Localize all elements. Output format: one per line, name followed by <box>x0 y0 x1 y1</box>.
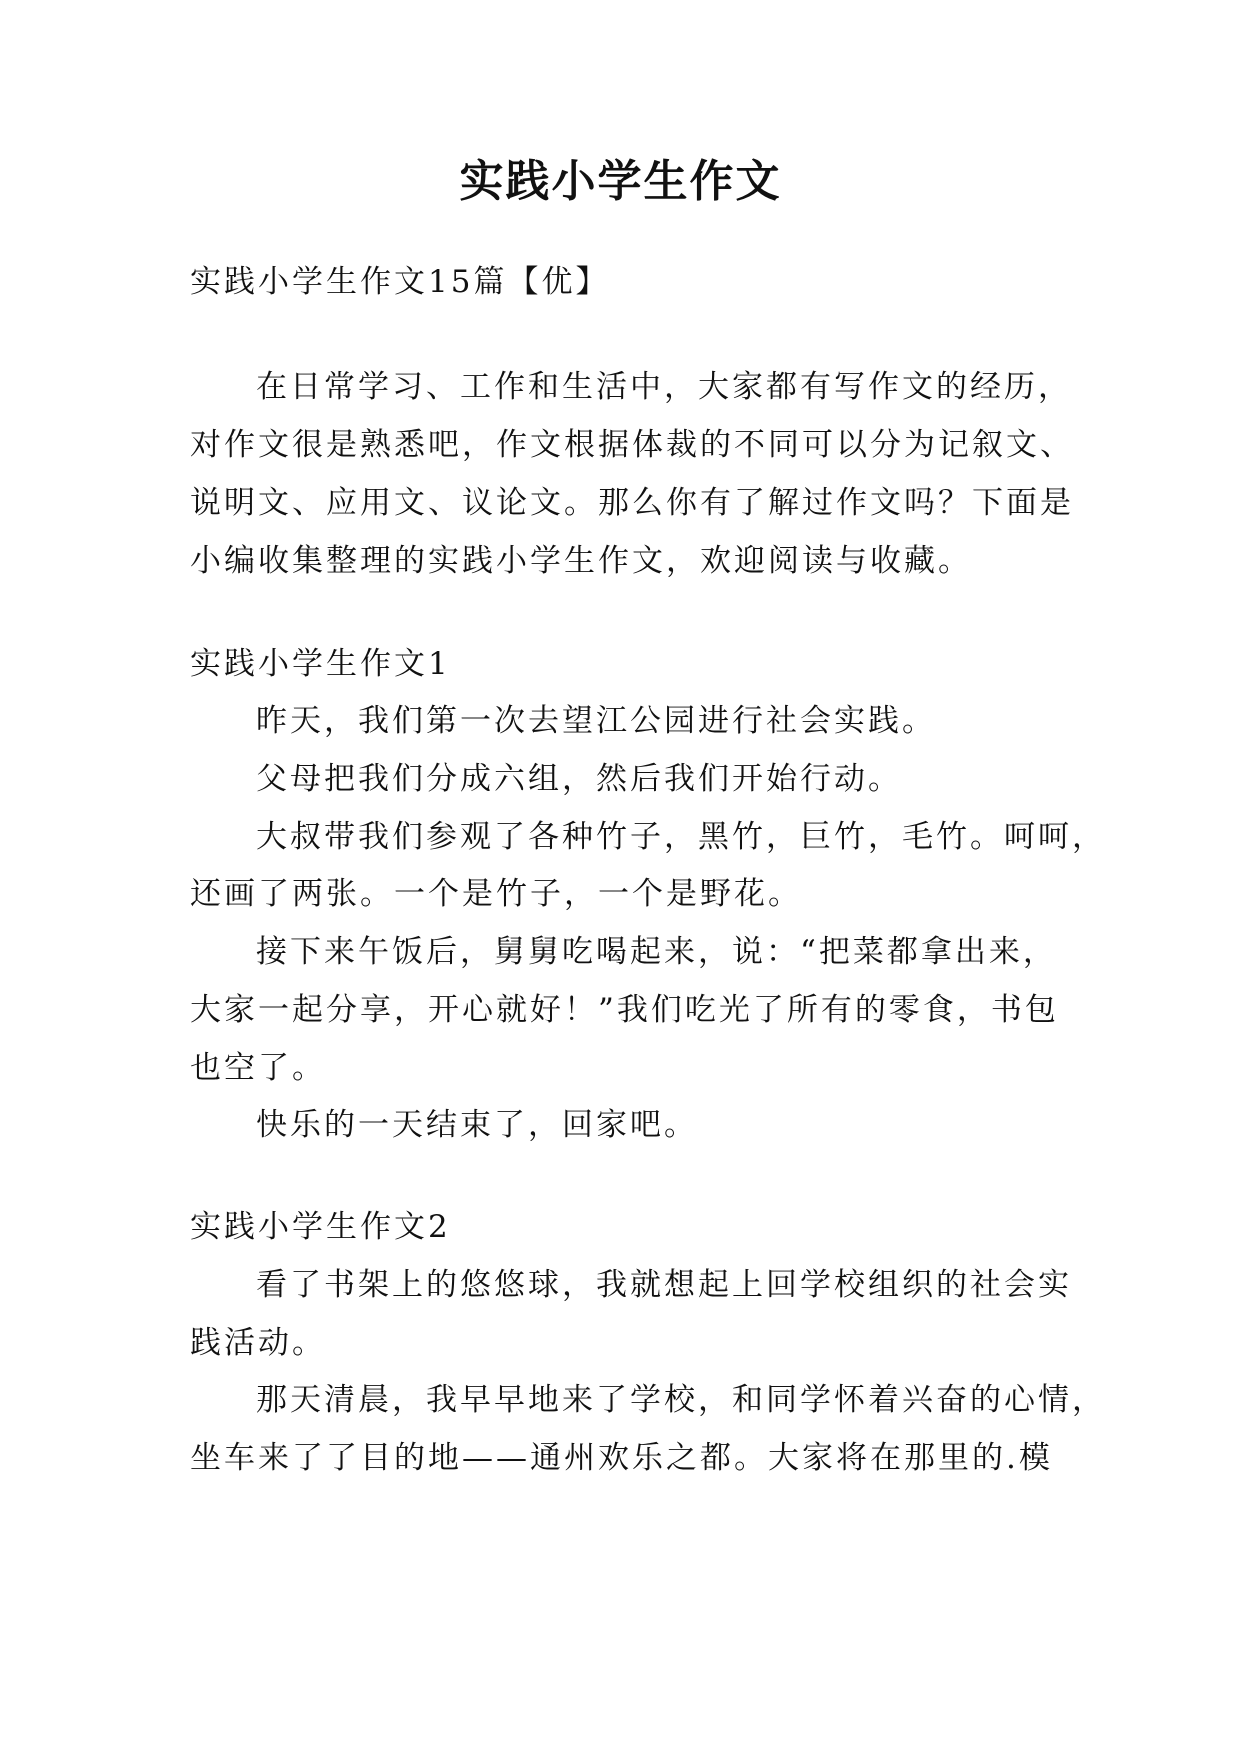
essay-line: 快乐的一天结束了，回家吧。 <box>256 1107 698 1143</box>
essay-line: 接下来午饭后，舅舅吃喝起来，说：“把菜都拿出来， <box>256 934 1057 970</box>
essay-line: 还画了两张。一个是竹子，一个是野花。 <box>190 876 802 912</box>
essay-heading: 实践小学生作文2 <box>190 1209 451 1245</box>
intro-line: 在日常学习、工作和生活中，大家都有写作文的经历， <box>256 369 1072 405</box>
essay-line: 父母把我们分成六组，然后我们开始行动。 <box>256 761 902 797</box>
intro-line: 小编收集整理的实践小学生作文，欢迎阅读与收藏。 <box>190 543 972 579</box>
essay-line: 践活动。 <box>190 1325 326 1361</box>
essay-line: 昨天，我们第一次去望江公园进行社会实践。 <box>256 703 936 739</box>
essay-line: 那天清晨，我早早地来了学校，和同学怀着兴奋的心情， <box>256 1382 1106 1418</box>
essay-line: 大家一起分享，开心就好！”我们吃光了所有的零食，书包 <box>190 992 1059 1028</box>
document-subtitle: 实践小学生作文15篇【优】 <box>190 264 610 300</box>
essay-line: 看了书架上的悠悠球，我就想起上回学校组织的社会实 <box>256 1267 1072 1303</box>
intro-line: 对作文很是熟悉吧，作文根据体裁的不同可以分为记叙文、 <box>190 427 1074 463</box>
essay-heading: 实践小学生作文1 <box>190 646 451 682</box>
essay-line: 大叔带我们参观了各种竹子，黑竹，巨竹，毛竹。呵呵， <box>256 819 1106 855</box>
essay-line: 也空了。 <box>190 1050 326 1086</box>
document-title: 实践小学生作文 <box>459 156 782 207</box>
intro-line: 说明文、应用文、议论文。那么你有了解过作文吗？下面是 <box>190 485 1074 521</box>
essay-line: 坐车来了了目的地——通州欢乐之都。大家将在那里的.模 <box>190 1440 1053 1476</box>
